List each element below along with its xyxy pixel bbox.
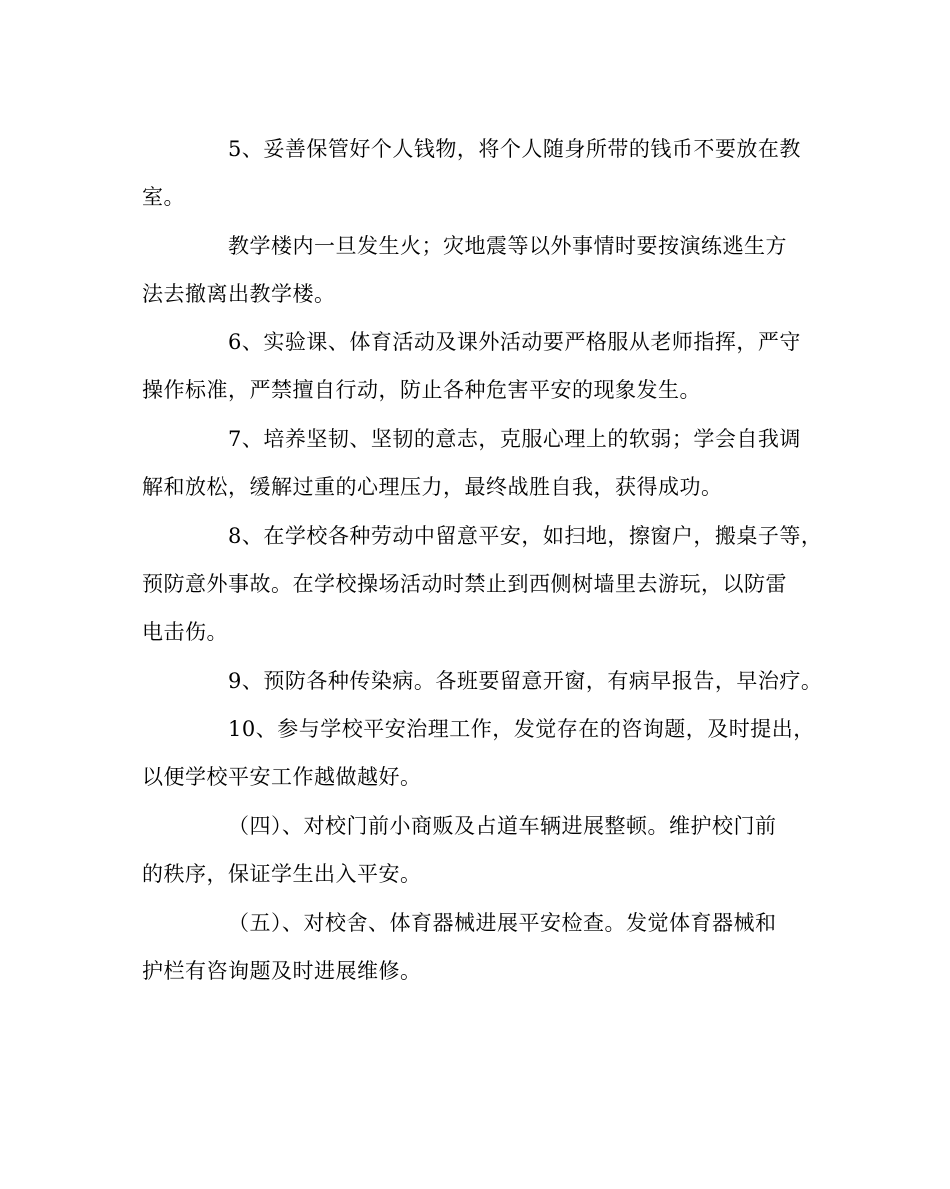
paragraph-10-line-2: 以便学校平安工作越做越好。 xyxy=(142,765,422,789)
paragraph-5-line-2: 室。 xyxy=(142,185,185,209)
paragraph-9-line-1: 9、预防各种传染病。各班要留意开窗，有病早报告，早治疗。 xyxy=(228,669,823,693)
paragraph-6-line-1: 6、实验课、体育活动及课外活动要严格服从老师指挥，严守 xyxy=(228,330,801,354)
paragraph-5-line-1: 5、妥善保管好个人钱物，将个人随身所带的钱币不要放在教 xyxy=(228,137,801,161)
paragraph-8-line-2: 预防意外事故。在学校操场活动时禁止到西侧树墙里去游玩，以防雷 xyxy=(142,572,787,596)
paragraph-6-line-2: 操作标准，严禁擅自行动，防止各种危害平安的现象发生。 xyxy=(142,378,701,402)
paragraph-7-line-1: 7、培养坚韧、坚韧的意志，克服心理上的软弱；学会自我调 xyxy=(228,427,801,451)
paragraph-building-line-2: 法去撤离出教学楼。 xyxy=(142,282,336,306)
section-5-line-1: （五）、对校舍、体育器械进展平安检查。发觉体育器械和 xyxy=(228,911,777,935)
paragraph-8-line-3: 电击伤。 xyxy=(142,620,228,644)
paragraph-8-line-1: 8、在学校各种劳动中留意平安，如扫地，擦窗户，搬桌子等， xyxy=(228,524,823,548)
section-4-line-2: 的秩序，保证学生出入平安。 xyxy=(142,862,422,886)
section-4-line-1: （四）、对校门前小商贩及占道车辆进展整顿。维护校门前 xyxy=(228,814,777,838)
paragraph-10-line-1: 10、参与学校平安治理工作，发觉存在的咨询题，及时提出， xyxy=(228,717,815,741)
paragraph-7-line-2: 解和放松，缓解过重的心理压力，最终战胜自我，获得成功。 xyxy=(142,475,723,499)
section-5-line-2: 护栏有咨询题及时进展维修。 xyxy=(142,959,422,983)
paragraph-building-line-1: 教学楼内一旦发生火；灾地震等以外事情时要按演练逃生方 xyxy=(228,234,787,258)
